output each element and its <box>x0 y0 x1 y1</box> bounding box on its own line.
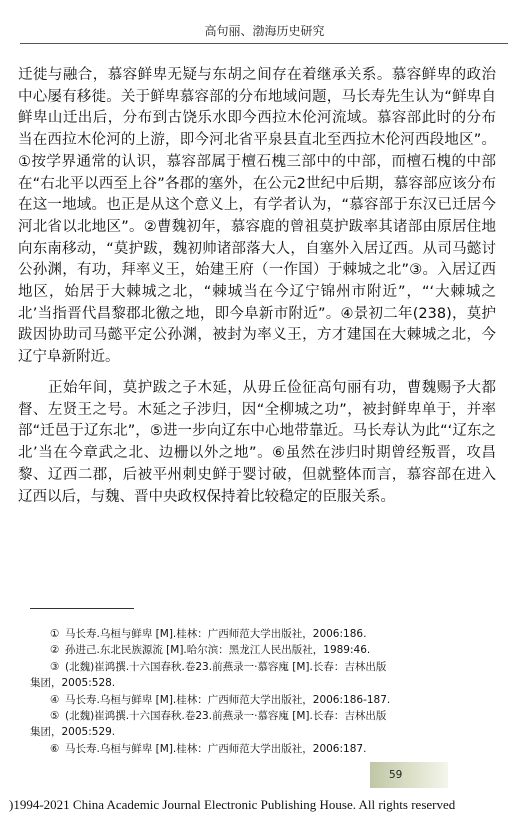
footnote-5-continued: 集团，2005:529. <box>30 726 116 739</box>
running-header: 高句丽、渤海历史研究 <box>204 24 325 38</box>
footnote-1 <box>30 626 500 642</box>
footnote-text: 马长寿.乌桓与鲜卑 [M].桂林：广西师范大学出版社，2006:186-187. <box>65 693 391 706</box>
page-number: 59 <box>389 769 403 781</box>
footnote-text: (北魏)崔鸿撰.十六国春秋.卷23.前燕录一·慕容廆 [M].长春：吉林出版 <box>65 660 387 673</box>
footnote-text: 孙进己.东北民族源流 [M].哈尔滨：黑龙江人民出版社，1989:46. <box>65 644 371 657</box>
footnote-text: (北魏)崔鸿撰.十六国春秋.卷23.前燕录一·慕容廆 [M].长春：吉林出版 <box>65 710 387 723</box>
body-paragraph-2: 正始年间，莫护跋之子木延，从毋丘俭征高句丽有功，曹魏赐予大都督、左贤王之号。木延之子涉归，因“全柳城之功”，被封鲜卑单于，并率部“迁邑于辽东北”，⑤进一步向辽东中心地带靠近。马长寿认为此“‘辽东之北’当在今章武之北、边栅以外之地”。⑥虽然在涉归时期曾经叛晋，攻昌黎、辽西二郡，后被平州刺史鲜于婴讨破，但就整体而言，慕容部在进入辽西以后，与魏、晋中央政权保持着比较稳定的臣服关系。 <box>18 380 496 505</box>
footnote-text: 马长寿.乌桓与鲜卑 [M].桂林：广西师范大学出版社，2006:186. <box>65 628 367 640</box>
footnotes <box>30 626 500 757</box>
footnote-separator <box>30 608 134 609</box>
footnote-2 <box>30 642 500 658</box>
footnote-marker: ⑤ <box>50 710 60 723</box>
footnote-4 <box>30 692 500 708</box>
footnote-5 <box>30 708 500 724</box>
footnote-marker: ② <box>50 644 60 657</box>
footnote-3-continued: 集团，2005:528. <box>30 677 116 690</box>
footnote-3 <box>30 659 500 675</box>
header-rule <box>20 43 508 44</box>
footnote-text: 马长寿.乌桓与鲜卑 [M].桂林：广西师范大学出版社，2006:187. <box>65 742 367 755</box>
copyright-footer: )1994-2021 China Academic Journal Electronic Publishing House. All rights reserved <box>9 797 456 812</box>
body-paragraph-1: 迁徙与融合，慕容鲜卑无疑与东胡之间存在着继承关系。慕容鲜卑的政治中心屡有移徙。关于鲜卑慕容部的分布地域问题，马长寿先生认为“鲜卑自鲜卑山迁出后，分布到古饶乐水即今西拉木伦河流域。慕容部此时的分布当在西拉木伦河的上游，即今河北省平泉县直北至西拉木伦河西段地区”。①按学界通常的认识，慕容部属于檀石槐三部中的中部，而檀石槐的中部在“右北平以西至上谷”各郡的塞外，在公元2世纪中后期，慕容部应该分布在这一地域。也正是从这个意义上，有学者认为，“慕容部于东汉已迁居今河北省以北地区”。②曹魏初年，慕容鹿的曾祖莫护跋率其诸部由原居住地向东南移动，“莫护跋，魏初帅诸部落大人，自塞外入居辽西。从司马懿讨公孙渊，有功，拜率义王，始建王府（一作国）于棘城之北”③。入居辽西地区，始居于大棘城之北，“棘城当在今辽宁锦州市附近”，“‘大棘城之北’当指晋代昌黎郡北徼之地，即今阜新市附近”。④景初二年(238)，莫护跋因协助司马懿平定公孙渊，被封为率义王，方才建国在大棘城之北，今辽宁阜新附近。 <box>18 67 496 366</box>
footnote-marker: ① <box>50 628 60 640</box>
footnote-marker: ④ <box>50 693 60 706</box>
footnote-6 <box>30 741 500 757</box>
footnote-marker: ③ <box>50 660 60 673</box>
page-number-badge <box>370 762 448 788</box>
footnote-marker: ⑥ <box>50 742 60 755</box>
